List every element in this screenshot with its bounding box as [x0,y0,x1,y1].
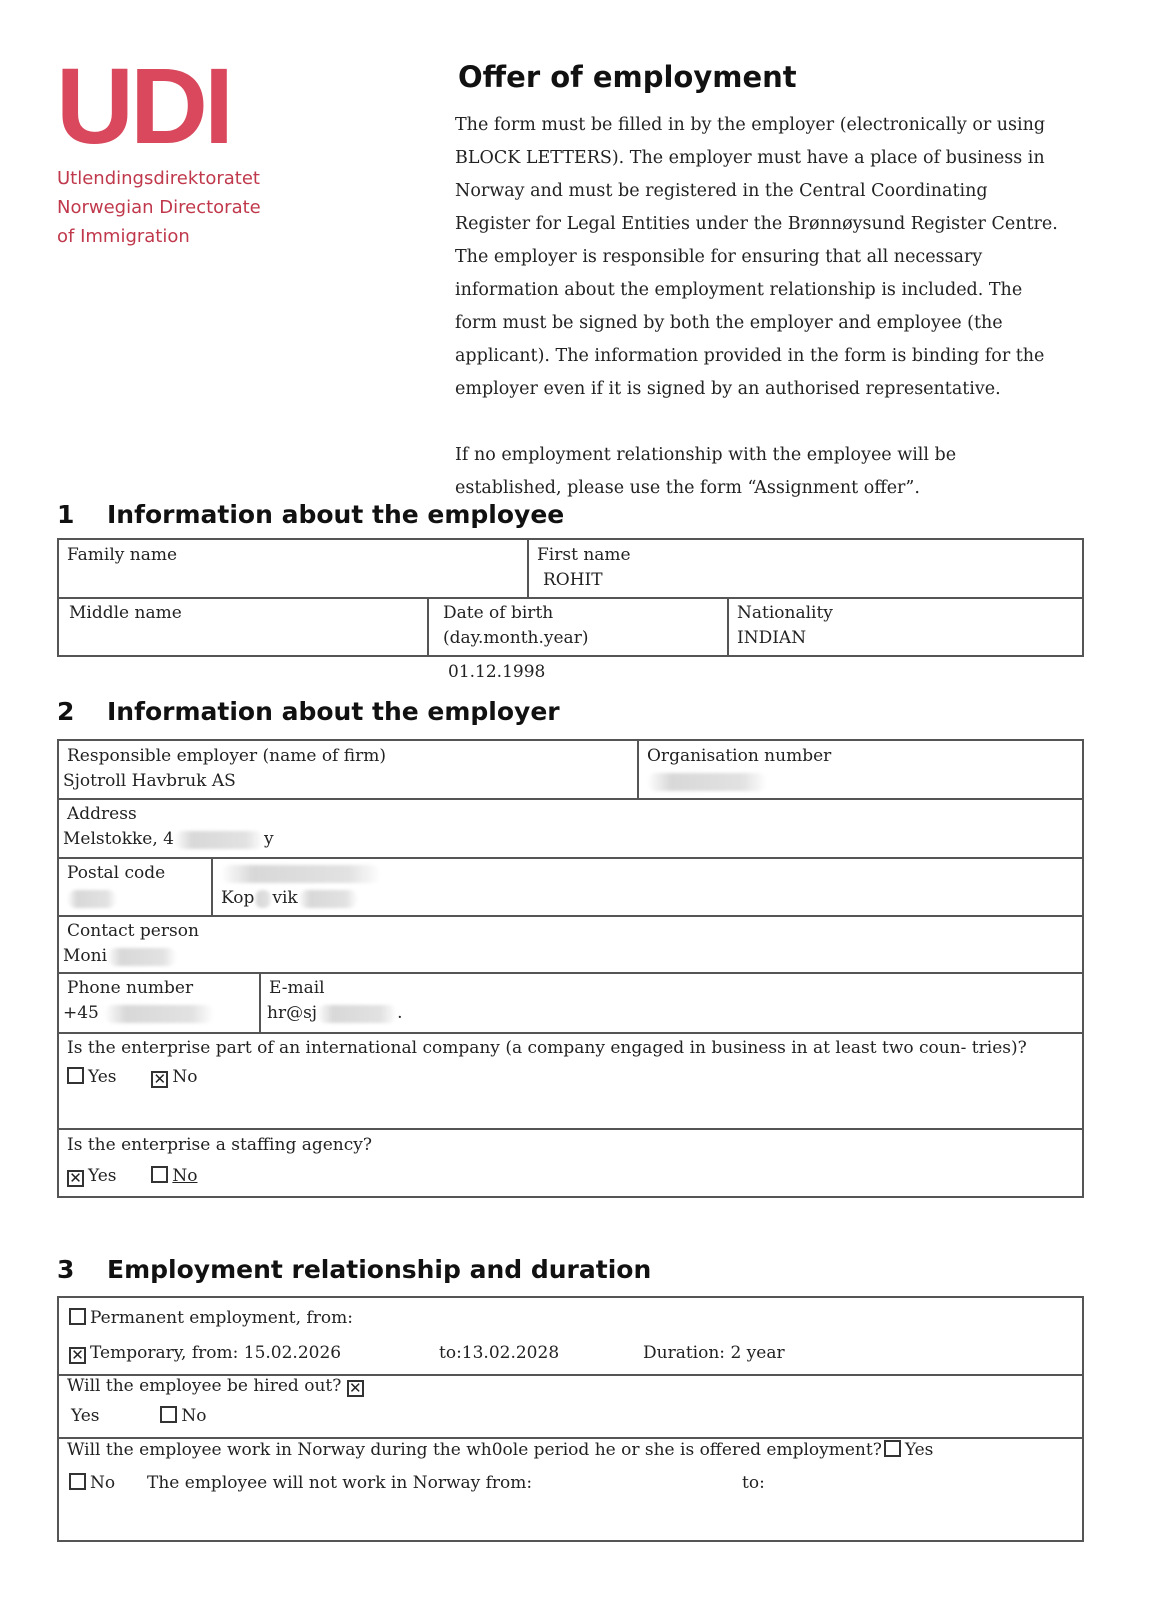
organisation-number-field[interactable] [639,741,1079,797]
not-work-from-field[interactable]: The employee will not work in Norway from: [147,1473,533,1493]
checkbox-unchecked[interactable] [69,1308,86,1325]
field-label: Family name [67,545,178,565]
hired-out-question: Will the employee be hired out? ✕ [67,1376,368,1397]
checkbox-unchecked[interactable] [160,1406,177,1423]
document-title: Offer of employment [458,60,797,94]
employment-duration-box [57,1296,1084,1542]
whole-period-question: Will the employee work in Norway during the wh0ole period he or she is offered employment? Yes [67,1440,934,1460]
checkbox-checked[interactable]: ✕ [151,1071,168,1088]
staffing-yes-option[interactable]: ✕ Yes [67,1166,117,1186]
question-text: Is the enterprise part of an international company (a company engaged in business in at least two coun- tries)? [67,1038,1027,1058]
field-value: hr@sj . [267,1003,403,1023]
field-label: Date of birth [443,603,554,623]
whole-period-yes-label[interactable]: Yes [904,1440,934,1460]
date-of-birth-value: 01.12.1998 [448,662,546,682]
field-value: Melstokke, 4 y [63,829,274,849]
section-title: Information about the employer [107,697,560,726]
section-1-heading [57,500,564,529]
section-3-heading [57,1255,651,1284]
section-number: 3 [57,1255,75,1284]
field-value: Kop vik [221,886,1065,911]
field-label: Nationality [737,603,833,623]
field-label: E-mail [269,978,325,998]
org-name-line: of Immigration [57,226,190,247]
postal-code-field[interactable] [59,858,211,914]
employer-name-field[interactable] [59,741,637,797]
checkbox-unchecked[interactable] [67,1067,84,1084]
checkbox-unchecked[interactable] [69,1473,86,1490]
duration-value: 2 year [730,1343,785,1363]
redacted-label [221,861,1065,886]
field-value: ROHIT [543,570,603,590]
checkbox-checked[interactable]: ✕ [347,1380,364,1397]
section-title: Information about the employee [107,500,565,529]
udi-logo: UDI [56,45,230,166]
employer-info-box [57,739,1084,1198]
field-value: Moni [63,944,1071,969]
section-number: 1 [57,500,75,529]
phone-number-field[interactable] [59,973,259,1029]
checkbox-unchecked[interactable] [884,1440,901,1457]
whole-period-no-option[interactable]: No [69,1473,115,1493]
email-field[interactable] [261,973,1079,1029]
permanent-employment-option[interactable]: Permanent employment, from: [69,1308,353,1328]
temporary-employment-option[interactable]: ✕ Temporary, from: 15.02.2026 [69,1343,341,1364]
redacted-value [647,769,1071,794]
middle-name-field[interactable] [61,598,427,629]
first-name-field[interactable] [529,540,1079,596]
field-label: First name [537,545,631,565]
redacted-value [67,886,203,911]
staffing-agency-question [59,1130,1079,1192]
checkbox-unchecked[interactable] [151,1166,168,1183]
field-label: Organisation number [647,746,832,766]
international-yes-option[interactable]: Yes [67,1067,117,1087]
section-title: Employment relationship and duration [107,1255,652,1284]
org-name-line: Utlendingsdirektoratet [57,168,260,189]
field-value: Sjotroll Havbruk AS [63,771,236,791]
intro-text [455,109,1065,505]
postal-district-field[interactable] [213,858,1073,914]
family-name-field[interactable] [59,540,527,571]
field-label: Responsible employer (name of firm) [67,746,386,766]
field-value: +45 [63,1001,251,1026]
field-label: Address [67,804,137,824]
staffing-no-option[interactable]: No [151,1166,197,1186]
field-label: Postal code [67,863,166,883]
checkbox-checked[interactable]: ✕ [67,1170,84,1187]
field-label: Phone number [67,978,194,998]
field-label: Middle name [69,603,182,623]
field-hint: (day.month.year) [443,628,589,648]
hired-out-yes-label[interactable]: Yes [71,1406,100,1426]
org-name-line: Norwegian Directorate [57,197,261,218]
contact-person-field[interactable] [59,916,1079,972]
hired-out-no-option[interactable]: No [160,1406,206,1426]
field-value: INDIAN [737,628,807,648]
duration-field: Duration: 2 year [643,1343,785,1363]
not-work-to-field[interactable]: to: [742,1473,765,1493]
temporary-to-date[interactable]: 13.02.2028 [461,1343,560,1363]
temporary-from-date[interactable]: 15.02.2026 [243,1343,342,1363]
field-label: Contact person [67,921,199,941]
intro-paragraph: The form must be filled in by the employer (electronically or using BLOCK LETTERS). The employer must have a place of business in Norway and must be registered in the Central Coordinating Register for Legal Entities under the Brønnøysund Register Centre. The employer is responsible for ensuring that all necessary information about the employment relationship is included. The form must be signed by both the employer and employee (the applicant). The information provided in the form is binding for the employer even if it is signed by an authorised representative. [455,115,1058,399]
hired-out-options [71,1406,206,1426]
checkbox-checked[interactable]: ✕ [69,1347,86,1364]
intro-paragraph: If no employment relationship with the employee will be established, please use the form “Assignment offer”. [455,445,957,498]
nationality-field[interactable] [729,598,1079,654]
section-2-heading [57,697,560,726]
section-number: 2 [57,697,75,726]
organisation-name [57,164,261,251]
date-of-birth-field[interactable] [435,598,725,654]
international-company-question [59,1033,1079,1093]
international-no-option[interactable]: ✕ No [151,1067,197,1087]
question-text: Is the enterprise a staffing agency? [67,1135,372,1155]
temporary-to-field[interactable]: to:13.02.2028 [439,1343,560,1363]
employee-info-box [57,538,1084,657]
address-field[interactable] [59,799,1079,855]
